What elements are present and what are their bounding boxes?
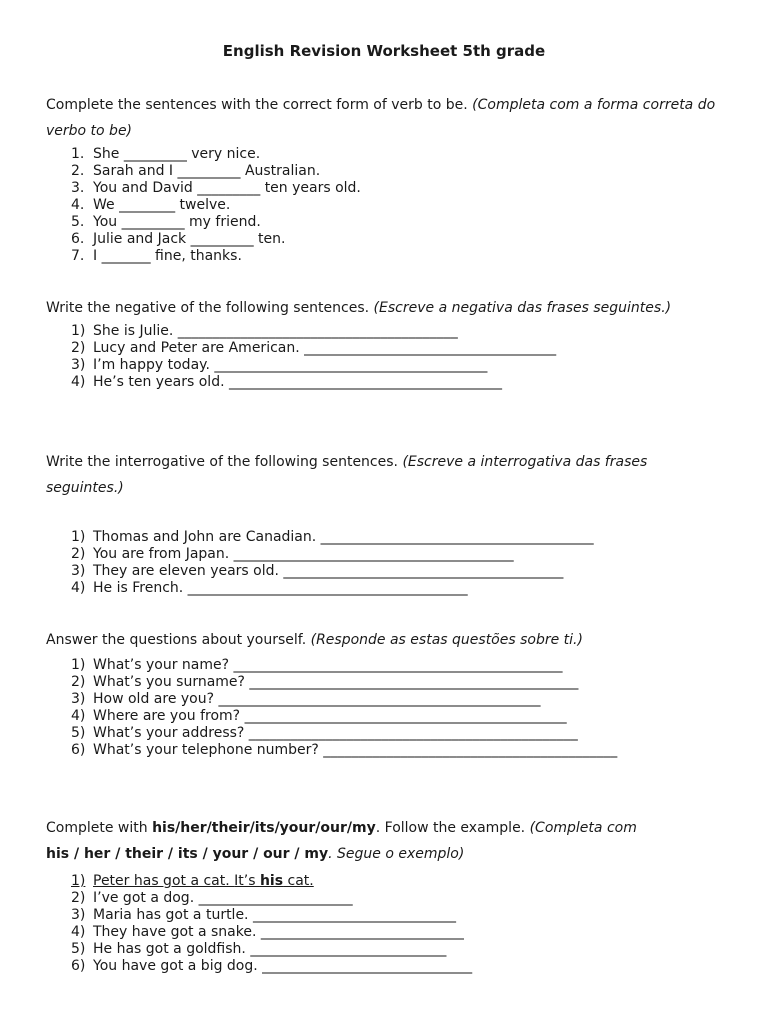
instruction-text: Complete with [46, 820, 153, 836]
exercise-list [46, 323, 726, 391]
instruction-translation: (Completa com a forma correta do verbo to be) [46, 97, 716, 139]
section-negative [46, 295, 726, 391]
instruction-bold-words: his/her/their/its/your/our/my [152, 820, 376, 836]
section-instruction [46, 295, 726, 321]
list-item: 2) I’ve got a dog. ______________________ [71, 890, 353, 906]
list-item: 4) Where are you from? ______________________________________________ [71, 708, 567, 724]
section-instruction [46, 449, 726, 501]
instruction-text: . Follow the example. [375, 820, 530, 836]
list-item: 5. You _________ my friend. [71, 214, 261, 230]
list-item: 6) You have got a big dog. ______________________________ [71, 958, 473, 974]
list-item: 3) I’m happy today. _______________________________________ [71, 357, 488, 373]
instruction-text: Complete the sentences with the correct form of verb to be. [46, 97, 468, 113]
list-item: 2) What’s you surname? _______________________________________________ [71, 674, 579, 690]
list-item: 3. You and David _________ ten years old. [71, 180, 361, 196]
section-interrogative [46, 449, 726, 597]
instruction-translation: (Escreve a interrogativa das frases seguintes.) [46, 454, 648, 496]
list-item: 1. She _________ very nice. [71, 146, 261, 162]
list-item: 2) Lucy and Peter are American. ____________________________________ [71, 340, 557, 356]
instruction-text: Answer the questions about yourself. [46, 632, 307, 648]
list-item: 2. Sarah and I _________ Australian. [71, 163, 321, 179]
list-item: 4) He is French. ________________________________________ [71, 580, 468, 596]
list-item: 5) He has got a goldfish. ____________________________ [71, 941, 447, 957]
section-instruction [46, 815, 726, 867]
instruction-bold-words: his / her / their / its / your / our / my [46, 846, 329, 862]
exercise-list [46, 657, 726, 759]
instruction-translation: . Segue o exemplo) [328, 846, 465, 862]
list-item: 4. We ________ twelve. [71, 197, 231, 213]
list-item: 3) How old are you? ______________________________________________ [71, 691, 541, 707]
example-item: 1) Peter has got a cat. It’s his cat. [71, 873, 314, 889]
section-instruction [46, 627, 726, 653]
list-item: 5) What’s your address? _______________________________________________ [71, 725, 578, 741]
section-verb-to-be [46, 92, 726, 265]
list-item: 2) You are from Japan. ________________________________________ [71, 546, 514, 562]
list-item: 4) He’s ten years old. _______________________________________ [71, 374, 502, 390]
list-item: 4) They have got a snake. _____________________________ [71, 924, 464, 940]
list-item: 1) Thomas and John are Canadian. _______________________________________ [71, 529, 594, 545]
instruction-translation: (Escreve a negativa das frases seguintes.) [373, 300, 672, 316]
instruction-translation: (Completa com [529, 820, 637, 836]
section-possessives [46, 815, 726, 975]
list-item: 1) She is Julie. ________________________________________ [71, 323, 458, 339]
section-about-yourself [46, 627, 726, 759]
exercise-list [46, 529, 726, 597]
list-item: 1) What’s your name? _______________________________________________ [71, 657, 563, 673]
list-item: 7. I _______ fine, thanks. [71, 248, 242, 264]
exercise-list [46, 146, 726, 265]
instruction-text: Write the interrogative of the following sentences. [46, 454, 398, 470]
section-instruction [46, 92, 726, 144]
list-item: 6) What’s your telephone number? __________________________________________ [71, 742, 618, 758]
instruction-text: Write the negative of the following sentences. [46, 300, 370, 316]
instruction-translation: (Responde as estas questões sobre ti.) [310, 632, 583, 648]
page-title: English Revision Worksheet 5th grade [222, 42, 546, 60]
list-item: 3) Maria has got a turtle. _____________________________ [71, 907, 456, 923]
list-item: 6. Julie and Jack _________ ten. [71, 231, 286, 247]
list-item: 3) They are eleven years old. ________________________________________ [71, 563, 564, 579]
exercise-list [46, 873, 726, 975]
